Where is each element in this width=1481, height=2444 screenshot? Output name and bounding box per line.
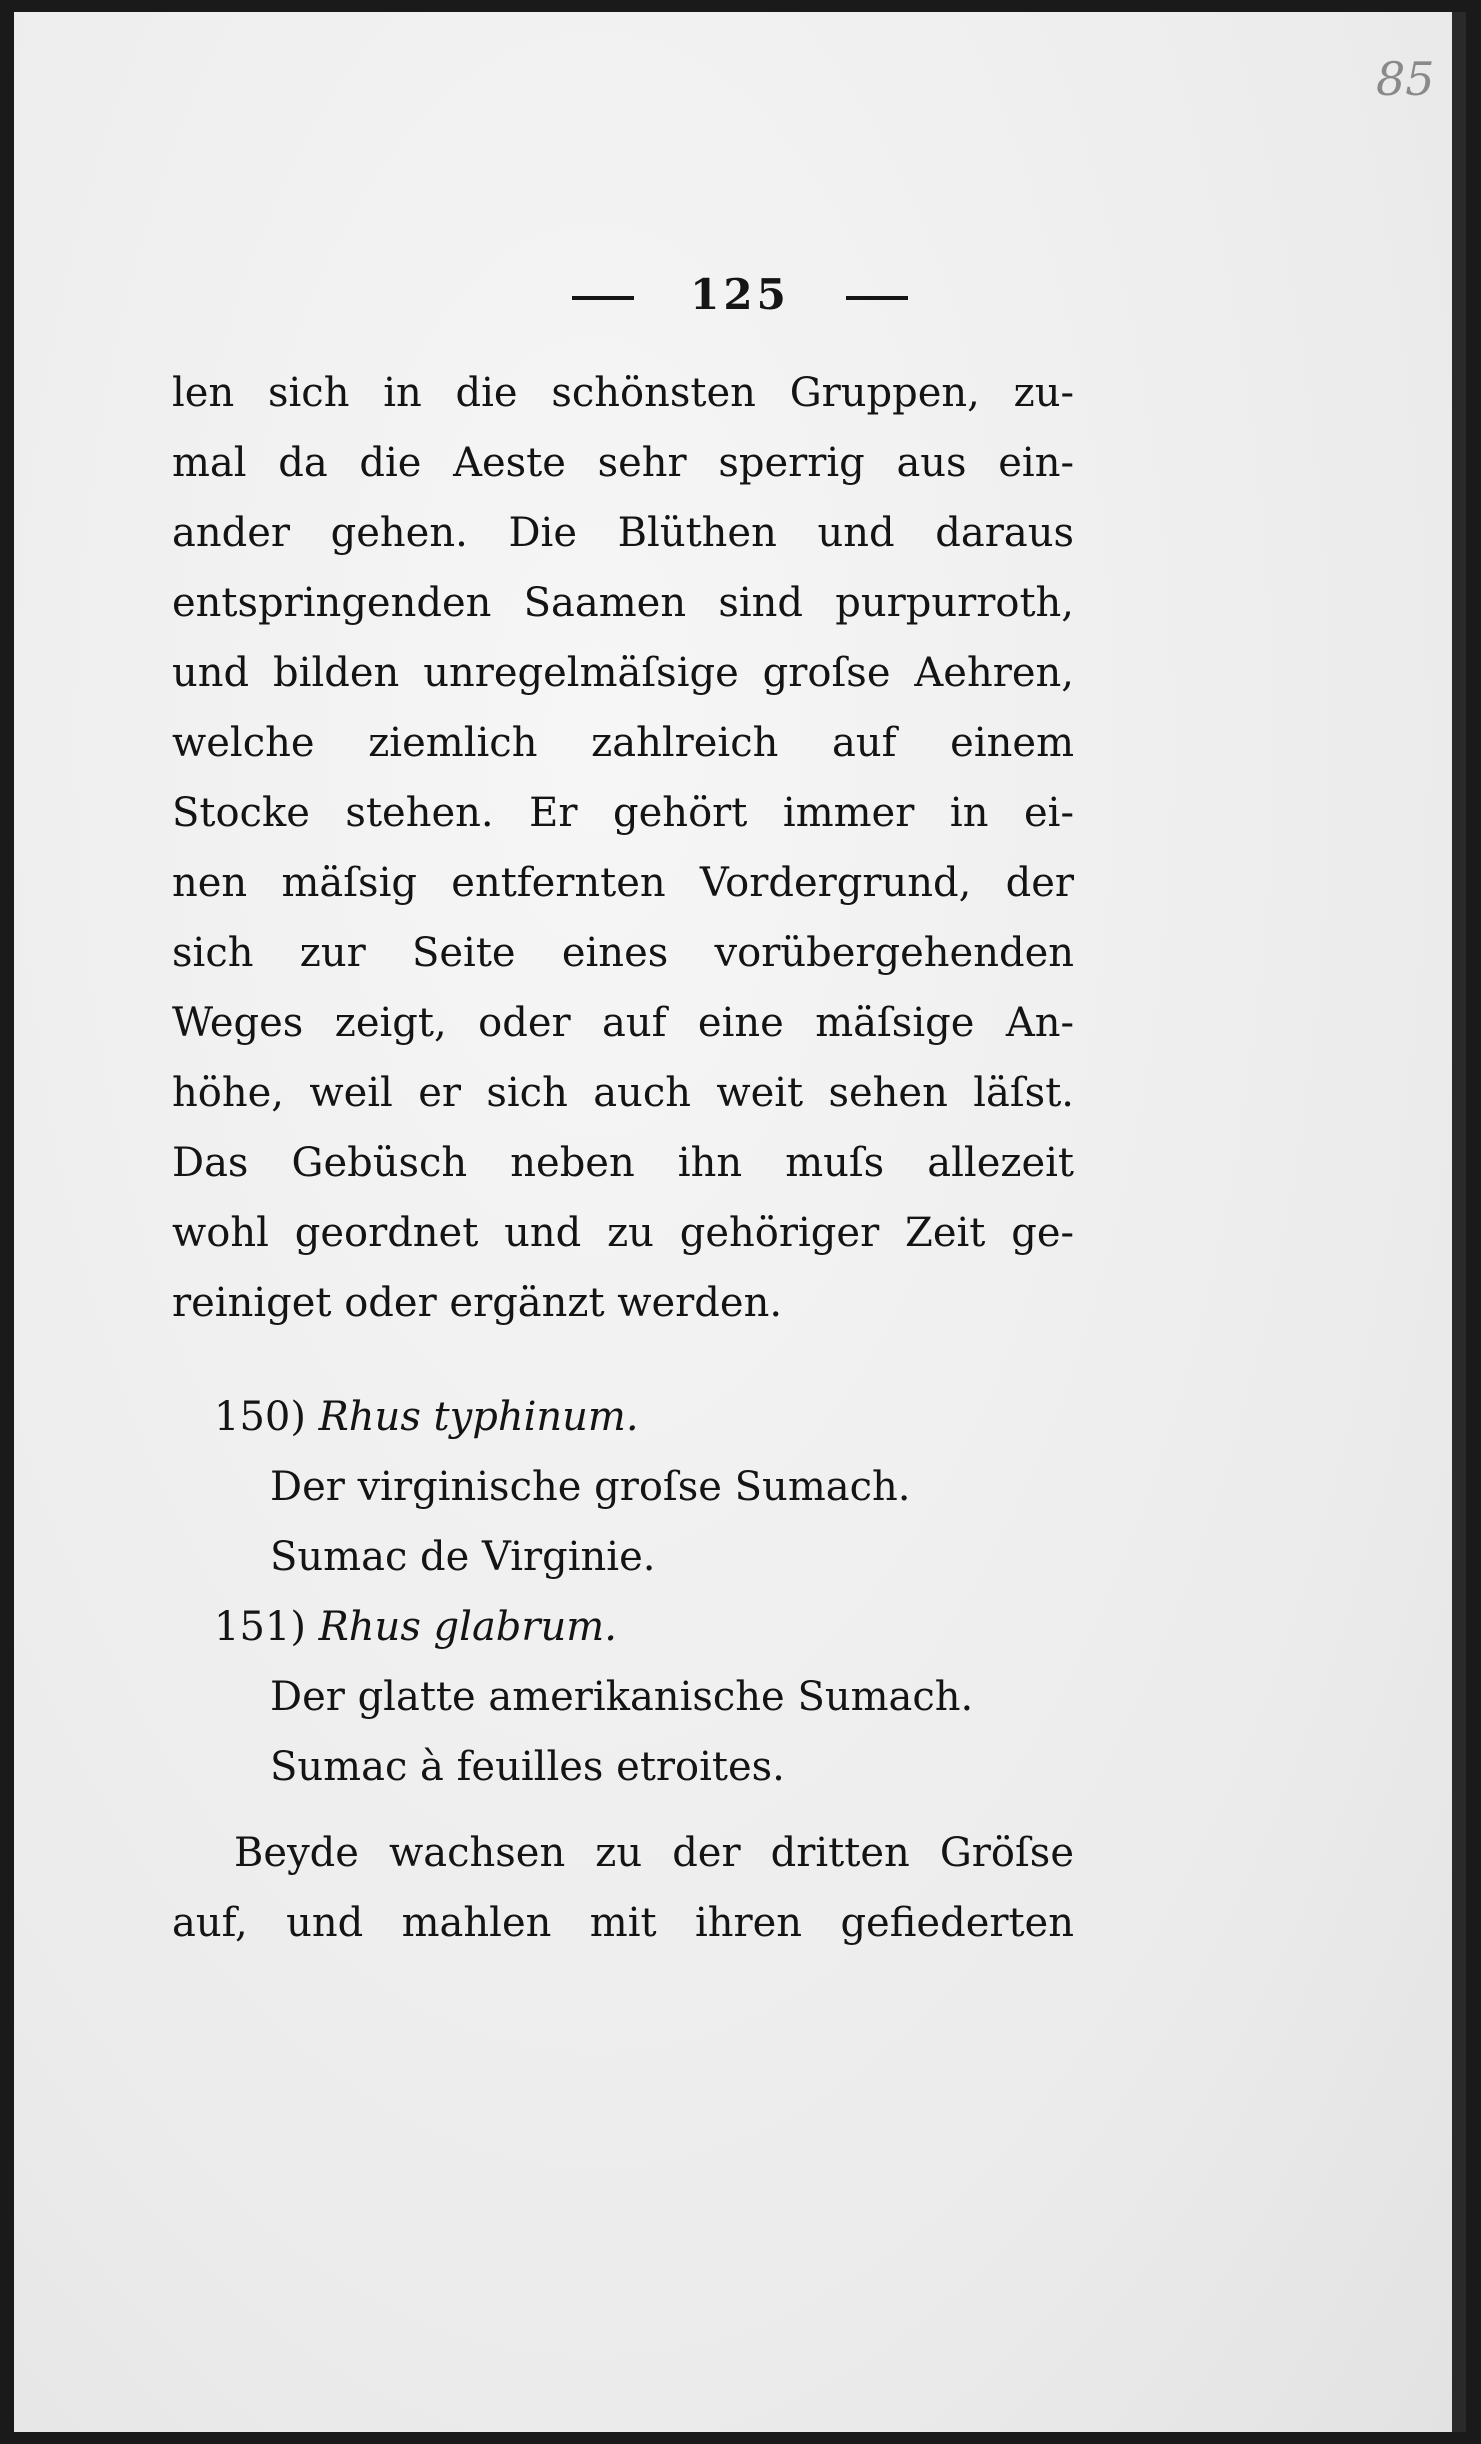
text-line: sich zur Seite eines vorübergehenden [172, 930, 1074, 976]
text-line: ander gehen. Die Blüthen und daraus [172, 510, 1074, 556]
header-dash-left [572, 296, 634, 300]
text-line: reiniget oder ergänzt werden. [172, 1280, 783, 1326]
text-line: mal da die Aeste sehr sperrig aus ein- [172, 440, 1074, 486]
handwritten-folio-mark: 85 [1376, 52, 1435, 106]
entry-number: 151) [214, 1604, 306, 1650]
latin-name: Rhus glabrum. [318, 1604, 617, 1650]
text-line: Das Gebüsch neben ihn muſs allezeit [172, 1140, 1074, 1186]
latin-name: Rhus typhinum. [318, 1394, 639, 1440]
text-line: und bilden unregelmäſsige groſse Aehren, [172, 650, 1074, 696]
text-line: len sich in die schönsten Gruppen, zu- [172, 370, 1074, 416]
text-line: Weges zeigt, oder auf eine mäſsige An- [172, 1000, 1074, 1046]
text-line: Beyde wachsen zu der dritten Gröſse [234, 1830, 1074, 1876]
text-line: auf, und mahlen mit ihren gefiederten [172, 1900, 1074, 1946]
text-line: höhe, weil er sich auch weit sehen läſst. [172, 1070, 1074, 1116]
german-name: Der virginische groſse Sumach. [270, 1464, 911, 1510]
text-line: nen mäſsig entfernten Vordergrund, der [172, 860, 1074, 906]
page-number: 125 [690, 270, 790, 319]
text-line: wohl geordnet und zu gehöriger Zeit ge- [172, 1210, 1074, 1256]
page-edge-shadow [1452, 12, 1466, 2432]
species-entry-150-heading [214, 1382, 639, 1452]
entry-number: 150) [214, 1394, 306, 1440]
french-name: Sumac de Virginie. [270, 1534, 656, 1580]
header-dash-right [846, 296, 908, 300]
text-line: welche ziemlich zahlreich auf einem [172, 720, 1074, 766]
species-entry-151-heading [214, 1592, 617, 1662]
german-name: Der glatte amerikanische Sumach. [270, 1674, 974, 1720]
text-line: Stocke stehen. Er gehört immer in ei- [172, 790, 1074, 836]
book-page [14, 12, 1466, 2432]
text-line: entspringenden Saamen sind purpurroth, [172, 580, 1074, 626]
french-name: Sumac à feuilles etroites. [270, 1744, 785, 1790]
page-header [14, 270, 1466, 319]
